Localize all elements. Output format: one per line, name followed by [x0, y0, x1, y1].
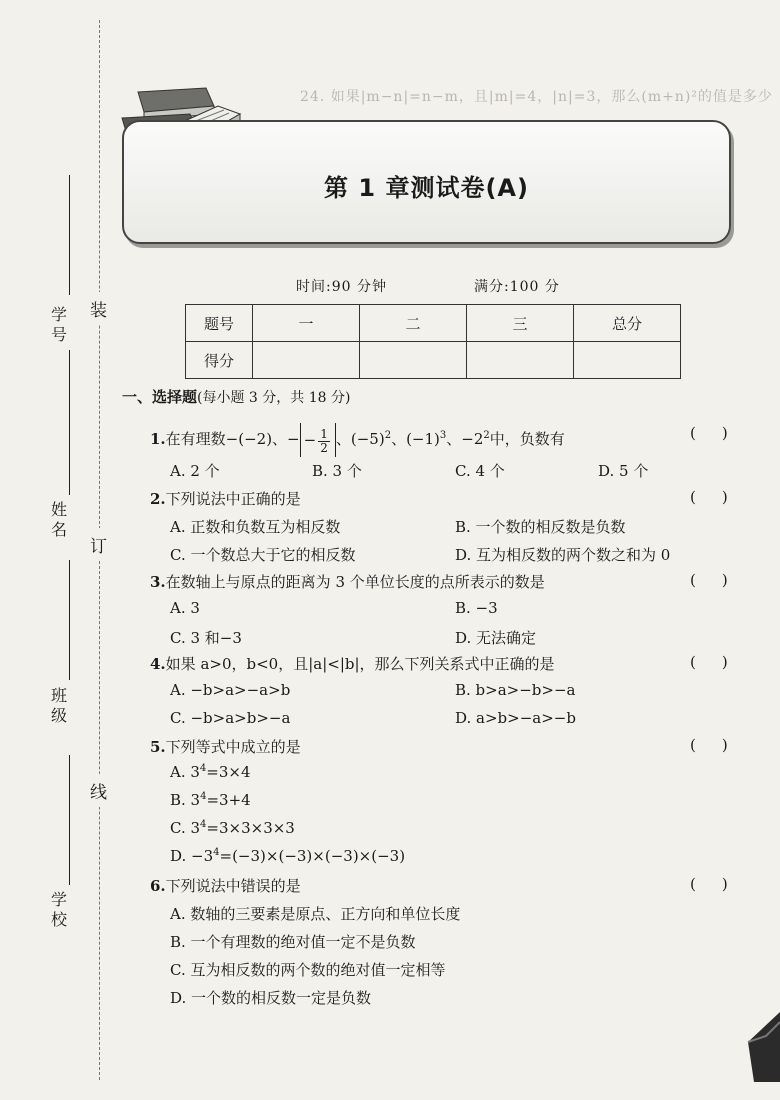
q5-option-a[interactable]: A. $3^4=3\times 4$ — [170, 763, 251, 781]
header-cell: 题号 — [186, 305, 253, 342]
score-table-score-row — [186, 342, 681, 379]
question-5: 5.下列等式中成立的是 — [150, 738, 301, 756]
title-banner — [122, 120, 731, 244]
binding-char-ding: 订 — [90, 528, 107, 561]
q3-option-a[interactable]: A. 3 — [170, 599, 200, 617]
page-title: 第 1 章测试卷(A) — [324, 174, 529, 202]
q5-option-b[interactable]: B. $3^4=3+4$ — [170, 791, 251, 809]
header-cell: 总分 — [574, 305, 681, 342]
school-blank[interactable] — [69, 755, 70, 885]
question-4: 4.如果 a>0，b<0，且|a|<|b|，那么下列关系式中正确的是 — [150, 655, 555, 673]
school-label: 学校 — [50, 890, 67, 929]
q2-option-d[interactable]: D. 互为相反数的两个数之和为 0 — [455, 546, 671, 564]
q1-option-c[interactable]: C. 4 个 — [455, 462, 505, 480]
q2-option-b[interactable]: B. 一个数的相反数是负数 — [455, 518, 626, 536]
question-1: 1.在有理数−(−2)、− − $\frac{1}{2}$ 、$(-5)^2$、$(-1)^3$、$-2^2$中，负数有 — [150, 423, 565, 457]
q2-option-a[interactable]: A. 正数和负数互为相反数 — [170, 518, 341, 536]
score-cell[interactable] — [360, 342, 467, 379]
student-id-blank[interactable] — [69, 175, 70, 295]
q5-option-d[interactable]: D. $-3^4=(-3)\times(-3)\times(-3)\times(-3)$ — [170, 847, 406, 865]
question-6: 6.下列说法中错误的是 — [150, 877, 301, 895]
binding-char-zhuang: 装 — [90, 292, 107, 325]
name-blank[interactable] — [69, 350, 70, 495]
class-blank[interactable] — [69, 560, 70, 680]
faded-bleed-text: 24. 如果|m−n|=n−m，且|m|=4，|n|=3，那么(m+n)²的值是多少 — [300, 89, 773, 105]
q3-option-c[interactable]: C. 3 和−3 — [170, 629, 242, 647]
answer-paren-2[interactable]: () — [690, 488, 754, 506]
header-cell: 三 — [467, 305, 574, 342]
q3-option-d[interactable]: D. 无法确定 — [455, 629, 537, 647]
class-label: 班级 — [50, 686, 67, 725]
q2-option-c[interactable]: C. 一个数总大于它的相反数 — [170, 546, 356, 564]
full-score: 满分:100 分 — [474, 279, 560, 295]
score-table-header-row — [186, 305, 681, 342]
q6-option-b[interactable]: B. 一个有理数的绝对值一定不是负数 — [170, 933, 416, 951]
q6-option-c[interactable]: C. 互为相反数的两个数的绝对值一定相等 — [170, 961, 446, 979]
student-id-label: 学号 — [50, 305, 67, 344]
score-cell[interactable] — [574, 342, 681, 379]
exam-time: 时间:90 分钟 — [296, 279, 387, 295]
binding-char-xian: 线 — [90, 774, 107, 807]
answer-paren-6[interactable]: () — [690, 875, 754, 893]
name-label: 姓名 — [50, 500, 67, 539]
q1-option-d[interactable]: D. 5 个 — [598, 462, 649, 480]
q5-option-c[interactable]: C. $3^4=3\times 3\times 3\times 3$ — [170, 819, 295, 837]
header-cell: 一 — [253, 305, 360, 342]
answer-paren-1[interactable]: () — [690, 424, 754, 442]
q6-option-a[interactable]: A. 数轴的三要素是原点、正方向和单位长度 — [170, 905, 461, 923]
question-2: 2.下列说法中正确的是 — [150, 490, 301, 508]
header-cell: 二 — [360, 305, 467, 342]
answer-paren-3[interactable]: () — [690, 571, 754, 589]
q4-option-d[interactable]: D. a>b>−a>−b — [455, 709, 576, 727]
q3-option-b[interactable]: B. −3 — [455, 599, 498, 617]
answer-paren-5[interactable]: () — [690, 736, 754, 754]
score-cell[interactable] — [467, 342, 574, 379]
q1-option-b[interactable]: B. 3 个 — [312, 462, 362, 480]
answer-paren-4[interactable]: () — [690, 653, 754, 671]
q1-option-a[interactable]: A. 2 个 — [170, 462, 220, 480]
score-cell[interactable] — [253, 342, 360, 379]
q6-option-d[interactable]: D. 一个数的相反数一定是负数 — [170, 989, 372, 1007]
q4-option-c[interactable]: C. −b>a>b>−a — [170, 709, 291, 727]
question-3: 3.在数轴上与原点的距离为 3 个单位长度的点所表示的数是 — [150, 573, 545, 591]
q4-option-a[interactable]: A. −b>a>−a>b — [170, 681, 291, 699]
section-heading: 一、选择题(每小题 3 分，共 18 分) — [122, 388, 351, 406]
q4-option-b[interactable]: B. b>a>−b>−a — [455, 681, 576, 699]
score-table — [185, 304, 681, 379]
page-corner-icon — [740, 1012, 780, 1082]
row-label-cell: 得分 — [186, 342, 253, 379]
